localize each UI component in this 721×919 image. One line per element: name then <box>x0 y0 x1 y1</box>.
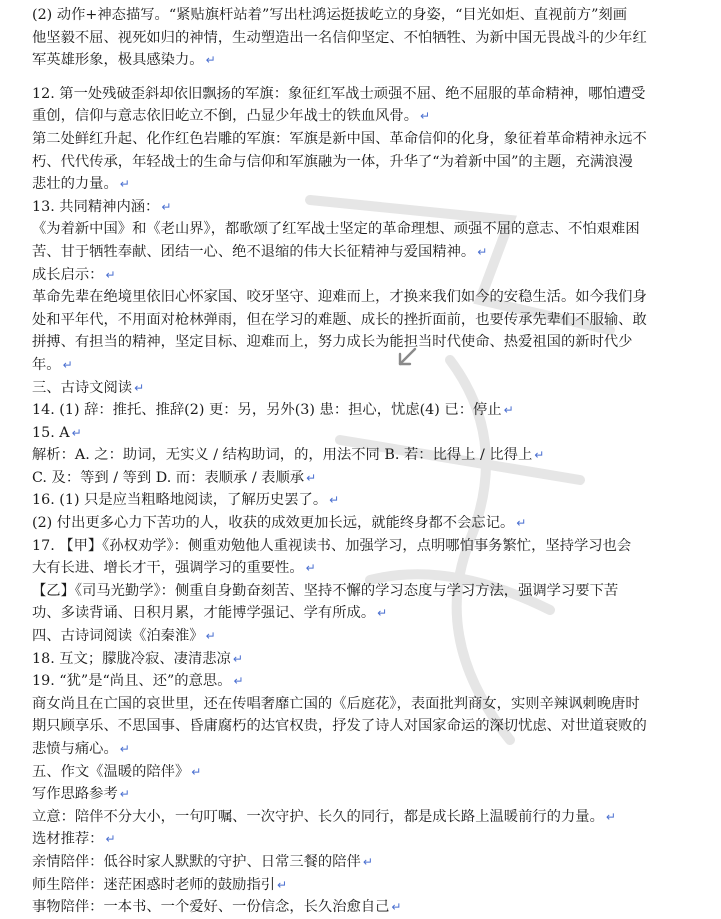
text-line <box>32 128 703 151</box>
paragraph-mark-icon: ↵ <box>161 199 172 214</box>
line-text: 他坚毅不屈、视死如归的神情，生动塑造出一名信仰坚定、不怕牺牲、为新中国无畏战斗的少年红 <box>32 29 647 46</box>
line-text: 解析：A. 之：助词，无实义 / 结构助词，的，用法不同 B. 若：比得上 / 比得上 <box>32 447 533 464</box>
line-text: (2) 动作+神态描写。“紧贴旗杆站着”写出杜鸿运挺拔屹立的身姿，“目光如炬、直视前方”刻画 <box>32 7 627 23</box>
line-text: 师生陪伴：迷茫困惑时老师的鼓励指引 <box>32 876 276 893</box>
text-line <box>32 422 703 445</box>
line-text: 苦、甘于牺牲奉献、团结一心、绝不退缩的伟大长征精神与爱国精神。 <box>32 243 476 260</box>
text-line <box>32 783 703 806</box>
paragraph-mark-icon: ↵ <box>306 470 317 485</box>
paragraph-mark-icon: ↵ <box>605 809 616 824</box>
paragraph-mark-icon: ↵ <box>191 764 202 779</box>
text-line <box>32 4 703 27</box>
text-line <box>32 557 703 580</box>
text-line <box>32 151 703 174</box>
text-line <box>32 173 703 196</box>
line-text: 三、古诗文阅读 <box>32 379 133 396</box>
paragraph-mark-icon: ↵ <box>105 832 116 847</box>
line-text: 18. 互文；朦胧冷寂、凄清悲凉 <box>32 650 231 667</box>
text-line <box>32 196 703 219</box>
paragraph-mark-icon: ↵ <box>477 244 488 259</box>
paragraph-mark-icon: ↵ <box>62 357 73 372</box>
text-line <box>32 625 703 648</box>
text-line <box>32 670 703 693</box>
paragraph-mark-icon: ↵ <box>516 516 527 531</box>
paragraph-mark-icon: ↵ <box>232 651 243 666</box>
line-text: 朽、代代传承，年轻战士的生命与信仰和军旗融为一体，升华了“为着新中国”的主题，充满浪漫 <box>32 153 633 170</box>
paragraph-mark-icon: ↵ <box>119 787 130 802</box>
paragraph-mark-icon: ↵ <box>377 606 388 621</box>
line-text: 亲情陪伴：低谷时家人默默的守护、日常三餐的陪伴 <box>32 853 361 870</box>
text-line <box>32 580 703 603</box>
line-text: 第二处鲜红升起、化作红色岩雕的军旗：军旗是新中国、革命信仰的化身，象征着革命精神永远不 <box>32 130 647 147</box>
paragraph-mark-icon: ↵ <box>119 742 130 756</box>
text-line <box>32 377 703 400</box>
text-line <box>32 828 703 851</box>
paragraph-mark-icon: ↵ <box>119 177 130 192</box>
line-text: 17. 【甲】《孙权劝学》：侧重劝勉他人重视读书、加强学习，点明哪怕事务繁忙，坚持学习也会 <box>32 537 632 554</box>
text-line <box>32 602 703 625</box>
line-text: 14. (1) 辞：推托、推辞(2) 更：另，另外(3) 患：担心，忧虑(4) 已：停止 <box>32 402 502 419</box>
paragraph-mark-icon: ↵ <box>134 380 145 395</box>
line-text: 五、作文《温暖的陪伴》 <box>32 763 190 780</box>
line-text: 选材推荐： <box>32 831 104 848</box>
line-text: C. 及：等到 / 等到 D. 而：表顺承 / 表顺承 <box>32 469 305 486</box>
text-line <box>32 693 703 716</box>
text-line <box>32 49 703 72</box>
line-text: 成长启示： <box>32 266 104 283</box>
paragraph-spacer <box>32 72 703 83</box>
line-text: 革命先辈在绝境里依旧心怀家国、咬牙坚守、迎难而上，才换来我们如今的安稳生活。如今我们身 <box>32 289 647 306</box>
paragraph-mark-icon: ↵ <box>71 425 82 440</box>
text-line <box>32 27 703 50</box>
line-text: 悲愤与痛心。 <box>32 741 118 757</box>
line-text: 悲壮的力量。 <box>32 176 118 193</box>
line-text: 12. 第一处残破歪斜却依旧飘扬的军旗：象征红军战士顽强不屈、绝不屈服的革命精神，哪怕遭受 <box>32 85 646 102</box>
line-text: 16. (1) 只是应当粗略地阅读，了解历史罢了。 <box>32 492 328 509</box>
text-line <box>32 264 703 287</box>
line-text: 四、古诗词阅读《泊秦淮》 <box>32 628 204 645</box>
line-text: 事物陪伴：一本书、一个爱好、一份信念，长久治愈自己 <box>32 899 390 916</box>
paragraph-mark-icon: ↵ <box>105 267 116 282</box>
line-text: 军英雄形象，极具感染力。 <box>32 52 204 69</box>
text-line <box>32 218 703 241</box>
text-line <box>32 399 703 422</box>
paragraph-mark-icon: ↵ <box>534 448 545 463</box>
line-text: 19. “犹”是“尚且、还”的意思。 <box>32 673 232 690</box>
line-text: 商女尚且在亡国的哀世里，还在传唱奢靡亡国的《后庭花》，表面批判商女，实则辛辣讽刺晚唐时 <box>32 695 640 712</box>
line-text: 处和平年代，不用面对枪林弹雨，但在学习的难题、成长的挫折面前，也要传承先辈们不服输、敢 <box>32 311 647 328</box>
resize-cursor-icon <box>393 343 421 371</box>
text-line <box>32 512 703 535</box>
text-line <box>32 851 703 874</box>
paragraph-mark-icon: ↵ <box>233 674 244 689</box>
line-text: 【乙】《司马光勤学》：侧重自身勤奋刻苦、坚持不懈的学习态度与学习方法，强调学习要下苦 <box>32 582 619 599</box>
text-line <box>32 648 703 671</box>
line-text: (2) 付出更多心力下苦功的人，收获的成效更加长远，就能终身都不会忘记。 <box>32 515 515 532</box>
paragraph-mark-icon: ↵ <box>391 900 402 915</box>
text-line <box>32 535 703 558</box>
text-line <box>32 489 703 512</box>
line-text: 期只顾享乐、不思国事、昏庸腐朽的达官权贵，抒发了诗人对国家命运的深切忧虑、对世道衰败的 <box>32 718 647 735</box>
text-line <box>32 241 703 264</box>
line-text: 功、多读背诵、日积月累，才能博学强记、学有所成。 <box>32 605 376 622</box>
text-line <box>32 444 703 467</box>
text-line <box>32 105 703 128</box>
text-line <box>32 286 703 309</box>
paragraph-mark-icon: ↵ <box>305 561 316 576</box>
line-text: 13. 共同精神内涵： <box>32 198 160 215</box>
text-line <box>32 806 703 829</box>
line-text: 写作思路参考 <box>32 786 118 803</box>
text-line <box>32 331 703 354</box>
paragraph-mark-icon: ↵ <box>205 629 216 644</box>
line-text: 重创，信仰与意志依旧屹立不倒，凸显少年战士的铁血风骨。 <box>32 108 419 125</box>
text-line <box>32 715 703 738</box>
text-line <box>32 83 703 106</box>
line-text: 年。 <box>32 356 61 373</box>
line-text: 拼搏、有担当的精神，坚定目标、迎难而上，努力成长为能担当时代使命、热爱祖国的新时代少 <box>32 334 633 351</box>
paragraph-mark-icon: ↵ <box>329 493 340 508</box>
text-line <box>32 738 703 761</box>
paragraph-mark-icon: ↵ <box>362 854 373 869</box>
paragraph-mark-icon: ↵ <box>420 109 431 124</box>
line-text: 大有长进、增长才干，强调学习的重要性。 <box>32 560 304 577</box>
line-text: 《为着新中国》和《老山界》，都歌颂了红军战士坚定的革命理想、顽强不屈的意志、不怕艰难困 <box>32 221 640 238</box>
paragraph-mark-icon: ↵ <box>503 403 514 418</box>
text-line <box>32 874 703 897</box>
text-line <box>32 761 703 784</box>
text-line <box>32 467 703 490</box>
text-line <box>32 309 703 332</box>
text-line <box>32 354 703 377</box>
paragraph-mark-icon: ↵ <box>205 53 216 68</box>
line-text: 15. A <box>32 424 70 441</box>
paragraph-mark-icon: ↵ <box>277 877 288 892</box>
line-text: 立意：陪伴不分大小，一句叮嘱、一次守护、长久的同行，都是成长路上温暖前行的力量。 <box>32 808 604 825</box>
text-line <box>32 896 703 919</box>
